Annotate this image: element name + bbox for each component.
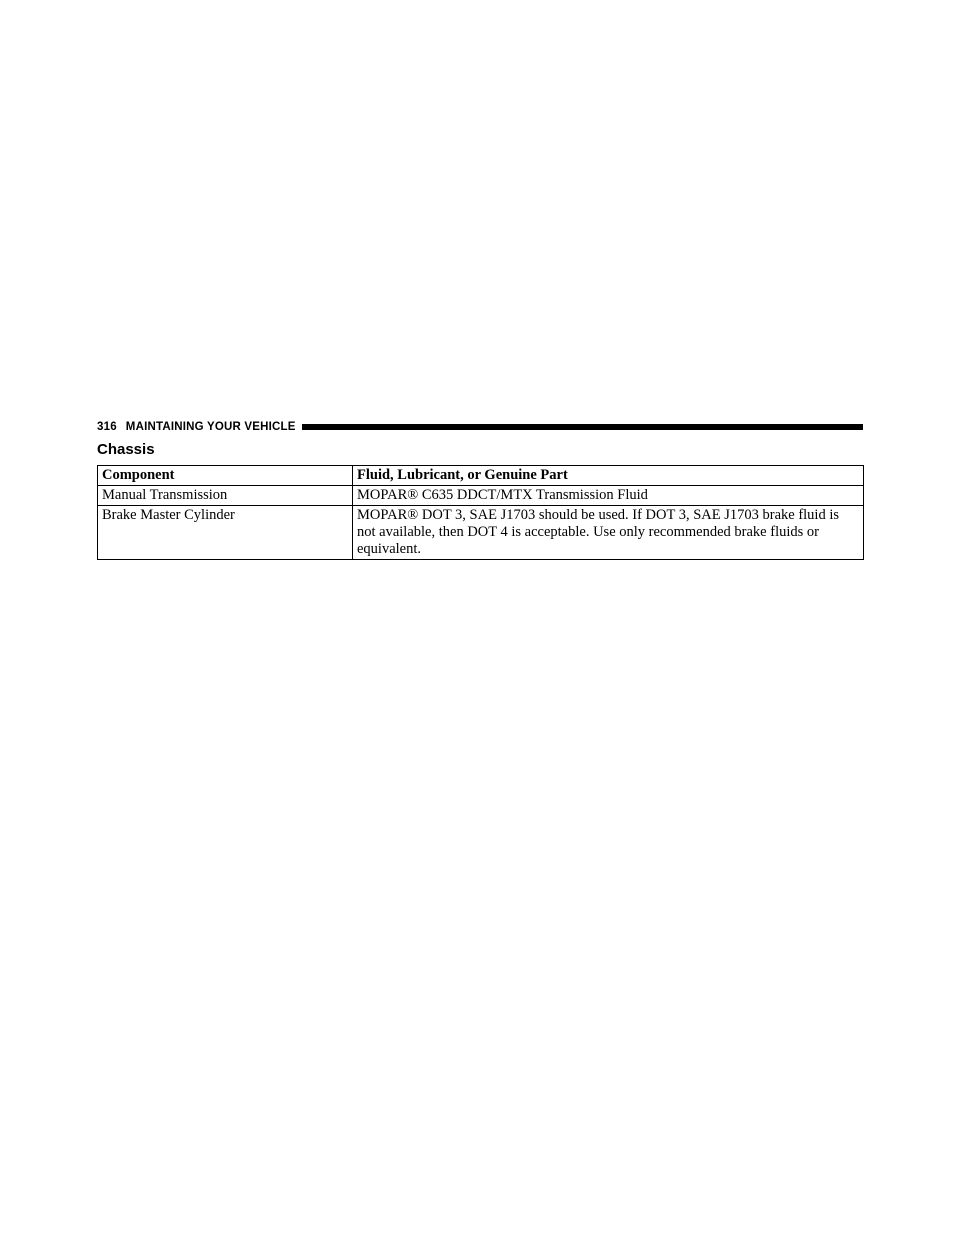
table-row [98, 486, 864, 506]
column-header-fluid: Fluid, Lubricant, or Genuine Part [353, 466, 864, 486]
section-heading: Chassis [97, 441, 155, 458]
table-row [98, 506, 864, 560]
chassis-fluids-table [97, 465, 864, 560]
table-header-row [98, 466, 864, 486]
column-header-component: Component [98, 466, 353, 486]
fluid-cell: MOPAR® C635 DDCT/MTX Transmission Fluid [353, 486, 864, 506]
component-cell: Brake Master Cylinder [98, 506, 353, 560]
page-number: 316 [97, 421, 117, 433]
running-section-title: MAINTAINING YOUR VEHICLE [125, 421, 296, 433]
fluid-cell: MOPAR® DOT 3, SAE J1703 should be used. If DOT 3, SAE J1703 brake fluid is not available, then DOT 4 is acceptable. Use only recommended brake fluids or equivalent. [353, 506, 864, 560]
page-header [97, 420, 863, 434]
component-cell: Manual Transmission [98, 486, 353, 506]
header-rule [302, 424, 863, 430]
